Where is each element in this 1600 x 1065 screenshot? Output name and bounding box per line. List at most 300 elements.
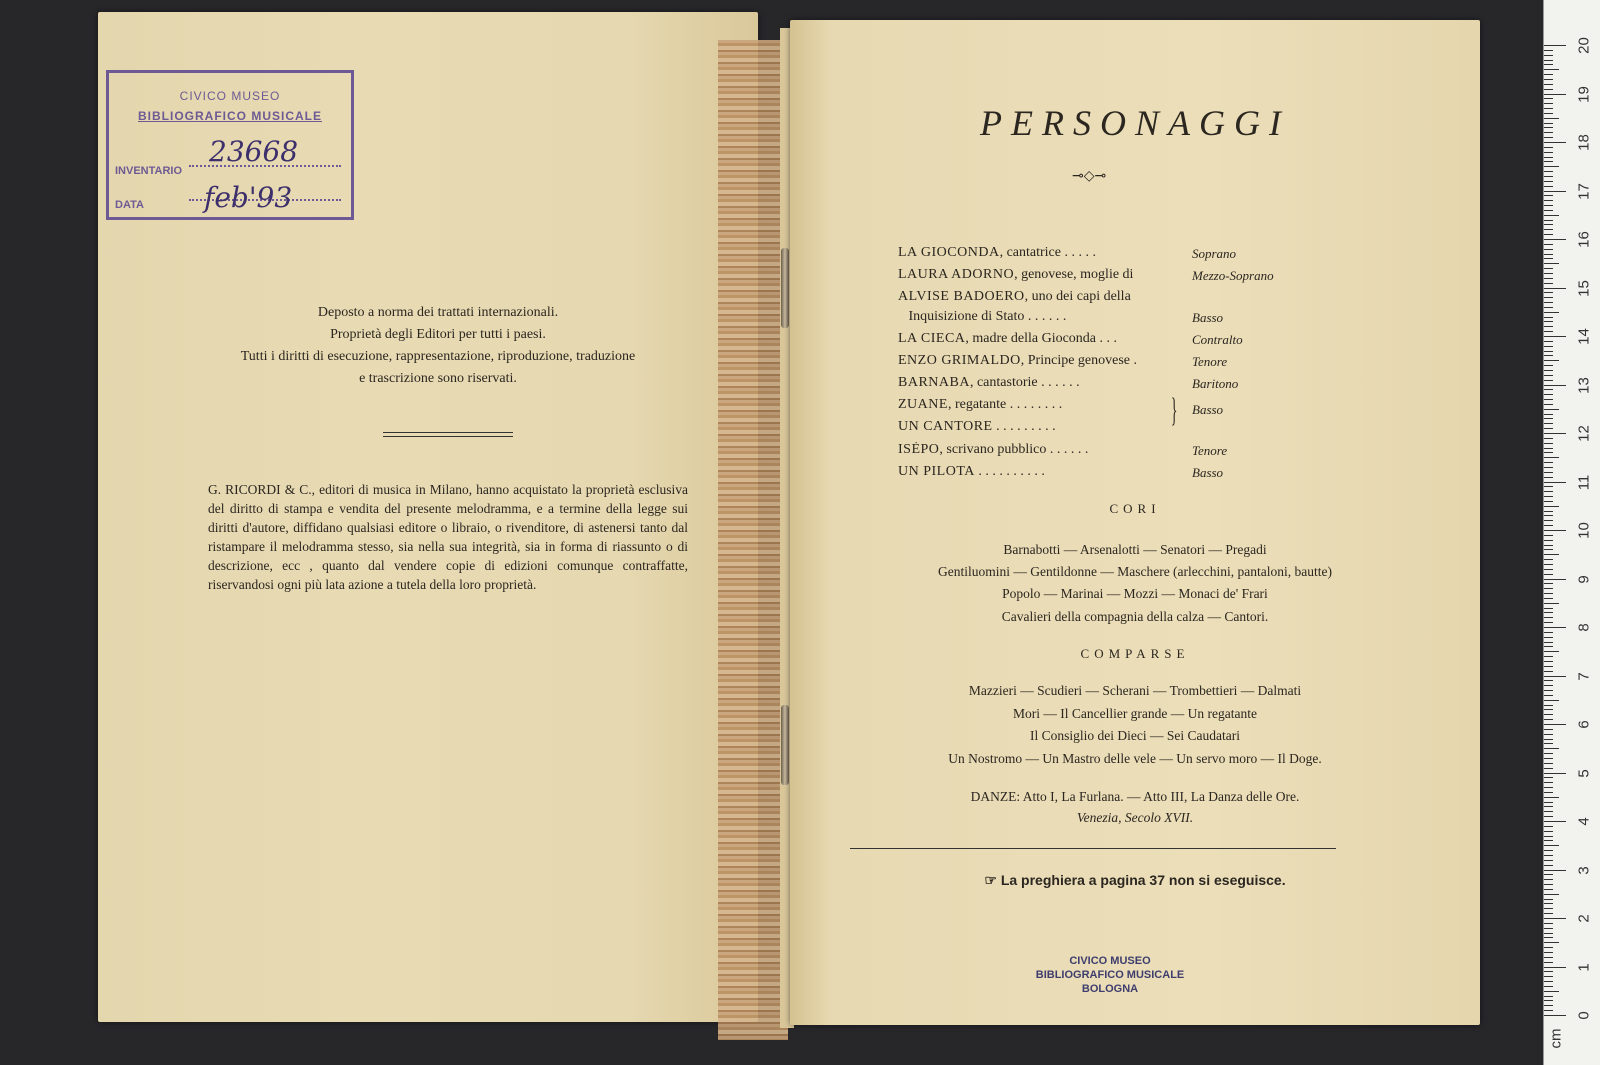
role-description: , genovese, moglie di: [1014, 267, 1134, 282]
ruler-tick: [1544, 593, 1553, 594]
measurement-ruler: [1543, 0, 1600, 1065]
role-name: UN CANTORE: [898, 419, 993, 434]
ruler-tick: [1544, 525, 1553, 526]
role-name: ISÈPO: [898, 442, 940, 457]
ruler-tick: [1544, 321, 1553, 322]
role-description: , Principe genovese .: [1020, 353, 1138, 368]
ruler-tick: [1544, 258, 1553, 259]
ruler-tick: [1544, 1015, 1566, 1016]
ruler-tick: [1544, 472, 1553, 473]
ruler-tick: [1544, 802, 1553, 803]
ruler-tick: [1544, 1010, 1553, 1011]
role-voice: Basso: [1192, 465, 1224, 480]
page-title: PERSONAGGI: [980, 103, 1290, 143]
ruler-tick: [1544, 821, 1566, 822]
ruler-tick: [1544, 782, 1553, 783]
ruler-tick: [1544, 1005, 1553, 1006]
ruler-tick: [1544, 428, 1553, 429]
ruler-tick: [1544, 307, 1553, 308]
ruler-tick: [1544, 64, 1553, 65]
ruler-tick: [1544, 967, 1566, 968]
cast-role: [898, 397, 1168, 413]
ruler-tick: [1544, 467, 1553, 468]
ruler-tick: [1544, 734, 1553, 735]
ruler-tick: [1544, 166, 1559, 167]
ruler-tick: [1544, 976, 1553, 977]
ruler-tick: [1544, 501, 1553, 502]
ruler-tick: [1544, 923, 1553, 924]
ruler-tick: [1544, 399, 1553, 400]
role-voice: Basso: [1192, 310, 1224, 325]
ruler-tick: [1544, 865, 1553, 866]
role-description: . . . . . . . . .: [992, 419, 1056, 434]
book-spine: [718, 40, 788, 1040]
ruler-tick: [1544, 283, 1553, 284]
stamp-line-1: CIVICO MUSEO: [179, 89, 281, 103]
ruler-number: 4: [1575, 817, 1593, 826]
ruler-tick: [1544, 627, 1566, 628]
ruler-tick: [1544, 845, 1559, 846]
ruler-tick: [1544, 336, 1566, 337]
ruler-tick: [1544, 753, 1553, 754]
ruler-tick: [1544, 957, 1553, 958]
ruler-tick: [1544, 947, 1553, 948]
ruler-tick: [1544, 443, 1553, 444]
legal-line: Tutti i diritti di esecuzione, rappresentazione, riproduzione, traduzione: [240, 349, 636, 364]
cast-role: [898, 267, 1168, 283]
role-description: , cantatrice . . . . .: [999, 245, 1096, 260]
ruler-tick: [1544, 147, 1553, 148]
inventario-label: INVENTARIO: [115, 165, 183, 177]
ruler-tick: [1544, 55, 1553, 56]
ruler-tick: [1544, 152, 1553, 153]
ruler-number: 6: [1575, 720, 1593, 729]
ruler-tick: [1544, 482, 1566, 483]
ruler-tick: [1544, 811, 1553, 812]
role-name: LA GIOCONDA: [898, 245, 1000, 260]
ruler-tick: [1544, 254, 1553, 255]
ruler-number: 12: [1575, 425, 1593, 442]
role-voice: Tenore: [1192, 443, 1228, 458]
role-name: ENZO GRIMALDO: [898, 353, 1021, 368]
ruler-tick: [1544, 661, 1553, 662]
comparse-line: Mori — Il Cancellier grande — Un regatante: [1012, 706, 1258, 721]
role-description: , regatante . . . . . . . .: [947, 397, 1063, 412]
ruler-tick: [1544, 385, 1566, 386]
ruler-number: 14: [1575, 328, 1593, 345]
ruler-number: 19: [1575, 85, 1593, 103]
ruler-tick: [1544, 666, 1553, 667]
legal-notice: [198, 302, 678, 390]
ruler-tick: [1544, 656, 1553, 657]
ruler-tick: [1544, 714, 1553, 715]
ruler-number: 18: [1575, 134, 1593, 151]
ruler-tick: [1544, 695, 1553, 696]
ruler-number: 2: [1575, 914, 1593, 923]
role-description: , cantastorie . . . . . .: [969, 375, 1080, 390]
ricordi-lead: G. RICORDI & C.,: [208, 482, 316, 497]
ruler-tick: [1544, 777, 1553, 778]
ruler-tick: [1544, 234, 1553, 235]
ruler-tick: [1544, 806, 1553, 807]
ruler-number: 13: [1575, 376, 1593, 394]
cast-role: [898, 289, 1168, 305]
ruler-tick: [1544, 928, 1553, 929]
pointing-hand-icon: ☞: [984, 872, 1001, 888]
ruler-tick: [1544, 758, 1553, 759]
ruler-tick: [1544, 127, 1553, 128]
ruler-tick: [1544, 462, 1553, 463]
ruler-tick: [1544, 515, 1553, 516]
ruler-tick: [1544, 1000, 1553, 1001]
divider-rule: [850, 848, 1336, 849]
cast-role: [898, 375, 1168, 391]
ruler-number: 11: [1575, 474, 1593, 490]
ruler-tick: [1544, 598, 1553, 599]
ruler-tick: [1544, 588, 1553, 589]
comparse-heading: COMPARSE: [1080, 646, 1190, 661]
ruler-tick: [1544, 894, 1559, 895]
ruler-tick: [1544, 836, 1553, 837]
ruler-tick: [1544, 826, 1553, 827]
ruler-tick: [1544, 297, 1553, 298]
ruler-tick: [1544, 787, 1553, 788]
right-page: [790, 20, 1480, 1025]
role-name: LA CIECA: [898, 331, 966, 346]
ruler-tick: [1544, 370, 1553, 371]
ruler-tick: [1544, 380, 1553, 381]
ruler-tick: [1544, 535, 1553, 536]
ruler-number: 15: [1575, 279, 1593, 297]
ruler-tick: [1544, 418, 1553, 419]
preghiera-note: [790, 872, 1480, 889]
ruler-tick: [1544, 351, 1553, 352]
ruler-tick: [1544, 210, 1553, 211]
role-name: ALVISE BADOERO: [898, 289, 1025, 304]
comparse-line: Il Consiglio dei Dieci — Sei Caudatari: [1030, 728, 1240, 743]
stamp-line: CIVICO MUSEO: [1069, 955, 1151, 967]
data-label: DATA: [115, 199, 144, 211]
ornament-icon: ⊸◇⊸: [1072, 169, 1107, 184]
role-name: BARNABA: [898, 375, 970, 390]
role-description: . . . . . . . . . .: [974, 464, 1045, 479]
museum-stamp: [1035, 954, 1185, 996]
role-voice: Contralto: [1192, 332, 1243, 347]
ruler-tick: [1544, 918, 1566, 919]
ruler-tick: [1544, 646, 1553, 647]
ruler-tick: [1544, 773, 1566, 774]
ruler-tick: [1544, 942, 1559, 943]
ruler-tick: [1544, 612, 1553, 613]
ruler-tick: [1544, 98, 1553, 99]
ruler-tick: [1544, 195, 1553, 196]
ruler-unit: cm: [1547, 1028, 1565, 1049]
ruler-tick: [1544, 860, 1553, 861]
ruler-tick: [1544, 249, 1553, 250]
ruler-tick: [1544, 239, 1566, 240]
ruler-tick: [1544, 477, 1553, 478]
ruler-tick: [1544, 491, 1553, 492]
ruler-tick: [1544, 991, 1559, 992]
cori-line: Barnabotti — Arsenalotti — Senatori — Pregadi: [1003, 542, 1267, 557]
cast-role: [898, 442, 1168, 458]
ruler-tick: [1544, 486, 1553, 487]
role-name: ZUANE: [898, 397, 948, 412]
ruler-tick: [1544, 142, 1566, 143]
ruler-tick: [1544, 288, 1566, 289]
ruler-tick: [1544, 94, 1566, 95]
role-description: , madre della Gioconda . . .: [965, 331, 1118, 346]
ruler-tick: [1544, 617, 1553, 618]
ruler-tick: [1544, 438, 1553, 439]
role-voice: Soprano: [1192, 246, 1237, 261]
ruler-tick: [1544, 84, 1553, 85]
ruler-tick: [1544, 292, 1553, 293]
ruler-tick: [1544, 433, 1566, 434]
ruler-tick: [1544, 74, 1553, 75]
ruler-tick: [1544, 913, 1553, 914]
legal-line: e trascrizione sono riservati.: [359, 371, 517, 386]
ruler-tick: [1544, 45, 1566, 46]
ruler-tick: [1544, 157, 1553, 158]
ruler-tick: [1544, 540, 1553, 541]
ruler-tick: [1544, 302, 1553, 303]
ruler-tick: [1544, 423, 1553, 424]
staple-bottom: [781, 705, 789, 785]
ruler-tick: [1544, 69, 1559, 70]
stamp-line: BIBLIOGRAFICO MUSICALE: [1035, 969, 1185, 981]
brace-icon: }: [1170, 392, 1178, 429]
role-voice: Mezzo-Soprano: [1192, 268, 1274, 283]
ruler-tick: [1544, 409, 1559, 410]
cast-role: [898, 353, 1168, 369]
ruler-tick: [1544, 278, 1553, 279]
ruler-tick: [1544, 840, 1553, 841]
ruler-tick: [1544, 729, 1553, 730]
role-description: Inquisizione di Stato . . . . . .: [898, 309, 1067, 324]
ruler-tick: [1544, 743, 1553, 744]
ruler-tick: [1544, 574, 1553, 575]
ruler-tick: [1544, 312, 1559, 313]
ruler-tick: [1544, 564, 1553, 565]
ruler-tick: [1544, 355, 1553, 356]
ruler-tick: [1544, 549, 1553, 550]
cast-role: [898, 419, 1168, 435]
cast-role: [898, 331, 1168, 347]
ruler-tick: [1544, 719, 1553, 720]
ruler-tick: [1544, 884, 1553, 885]
ruler-tick: [1544, 224, 1553, 225]
ruler-tick: [1544, 137, 1553, 138]
ruler-tick: [1544, 680, 1553, 681]
role-voice: Baritono: [1192, 376, 1239, 391]
ruler-number: 3: [1575, 865, 1593, 875]
ruler-number: 16: [1575, 231, 1593, 248]
ruler-tick: [1544, 651, 1559, 652]
cast-role: [898, 464, 1168, 480]
danze-line: DANZE: Atto I, La Furlana. — Atto III, La Danza delle Ore.: [970, 789, 1300, 804]
ruler-number: 20: [1575, 37, 1593, 54]
ruler-tick: [1544, 530, 1566, 531]
ruler-tick: [1544, 889, 1553, 890]
ruler-tick: [1544, 899, 1553, 900]
cori-line: Cavalieri della compagnia della calza — Cantori.: [1001, 609, 1269, 624]
ruler-tick: [1544, 874, 1553, 875]
ruler-tick: [1544, 996, 1553, 997]
museum-inventory-stamp: [106, 70, 354, 220]
stamp-line: BOLOGNA: [1081, 983, 1139, 995]
ruler-tick: [1544, 739, 1553, 740]
ruler-tick: [1544, 186, 1553, 187]
ruler-tick: [1544, 263, 1559, 264]
ruler-tick: [1544, 448, 1553, 449]
ruler-tick: [1544, 404, 1553, 405]
ruler-tick: [1544, 700, 1559, 701]
ruler-tick: [1544, 457, 1559, 458]
divider-rule: [383, 432, 513, 437]
left-page: [98, 12, 758, 1022]
ruler-tick: [1544, 60, 1553, 61]
preghiera-text: La preghiera a pagina 37 non si eseguisce.: [1000, 872, 1286, 888]
ruler-tick: [1544, 933, 1553, 934]
role-description: , scrivano pubblico . . . . . .: [939, 442, 1089, 457]
ruler-tick: [1544, 792, 1553, 793]
role-name: LAURA ADORNO: [898, 267, 1015, 282]
ruler-tick: [1544, 763, 1553, 764]
ruler-tick: [1544, 326, 1553, 327]
ruler-tick: [1544, 690, 1553, 691]
ruler-tick: [1544, 191, 1566, 192]
ruler-tick: [1544, 705, 1553, 706]
setting-line: Venezia, Secolo XVII.: [1076, 810, 1194, 825]
ruler-tick: [1544, 200, 1553, 201]
role-voice: Tenore: [1192, 354, 1228, 369]
ruler-tick: [1544, 103, 1553, 104]
ruler-tick: [1544, 903, 1553, 904]
staple-top: [781, 248, 789, 328]
ruler-tick: [1544, 622, 1553, 623]
ruler-tick: [1544, 331, 1553, 332]
role-description: , uno dei capi della: [1024, 289, 1131, 304]
ruler-tick: [1544, 569, 1553, 570]
ruler-number: 0: [1575, 1011, 1593, 1020]
ruler-number: 7: [1575, 671, 1593, 681]
ruler-tick: [1544, 268, 1553, 269]
ruler-tick: [1544, 365, 1553, 366]
ruler-tick: [1544, 962, 1553, 963]
legal-line: Deposto a norma dei trattati internazionali.: [317, 305, 559, 320]
ruler-tick: [1544, 215, 1559, 216]
ruler-tick: [1544, 685, 1553, 686]
ruler-tick: [1544, 879, 1553, 880]
ruler-tick: [1544, 520, 1553, 521]
ruler-tick: [1544, 389, 1553, 390]
ruler-tick: [1544, 870, 1566, 871]
ruler-tick: [1544, 937, 1553, 938]
ruler-tick: [1544, 181, 1553, 182]
ruler-number: 5: [1575, 768, 1593, 778]
ruler-tick: [1544, 545, 1553, 546]
cori-line: Gentiluomini — Gentildonne — Maschere (arlecchini, pantaloni, bautte): [937, 564, 1332, 579]
ruler-tick: [1544, 108, 1553, 109]
ricordi-notice: [208, 480, 688, 594]
ruler-tick: [1544, 583, 1553, 584]
ruler-tick: [1544, 908, 1553, 909]
ruler-tick: [1544, 123, 1553, 124]
ruler-tick: [1544, 273, 1553, 274]
ruler-tick: [1544, 176, 1553, 177]
ruler-tick: [1544, 244, 1553, 245]
ruler-tick: [1544, 986, 1553, 987]
ruler-tick: [1544, 850, 1553, 851]
ruler-tick: [1544, 637, 1553, 638]
ruler-number: 1: [1575, 962, 1593, 972]
ruler-tick: [1544, 971, 1553, 972]
ruler-tick: [1544, 220, 1553, 221]
comparse-line: Mazzieri — Scudieri — Scherani — Trombettieri — Dalmati: [968, 683, 1302, 698]
ruler-tick: [1544, 768, 1553, 769]
ruler-number: 8: [1575, 623, 1593, 632]
ruler-tick: [1544, 816, 1553, 817]
cori-line: Popolo — Marinai — Mozzi — Monaci de' Frari: [1002, 586, 1268, 601]
cori-heading: CORI: [1109, 501, 1161, 516]
ruler-tick: [1544, 113, 1553, 114]
ruler-tick: [1544, 709, 1553, 710]
ruler-tick: [1544, 452, 1553, 453]
ruler-tick: [1544, 831, 1553, 832]
data-value: feb'93: [204, 181, 293, 214]
ruler-tick: [1544, 375, 1553, 376]
ruler-number: 9: [1575, 574, 1593, 584]
ruler-tick: [1544, 608, 1553, 609]
ruler-tick: [1544, 676, 1566, 677]
ricordi-text: editori di musica in Milano, hanno acquistato la proprietà esclusiva del diritto di stampa e vendita del presente melodramma, e a termine della legge sui diritti d'autore, diffidano qualsiasi editore o libraio, o rivenditore, di astenersi tanto dal ristampare il melodramma stesso, sia nella sua integrità, sia in forma di riassunto o di descrizione, ecc , quanto dal vendere copie di edizioni comunque contraffatte, riservandosi ogni più lata azione a tutela della loro proprietà.: [208, 482, 689, 592]
ruler-tick: [1544, 360, 1559, 361]
cast-role: [898, 245, 1168, 261]
ruler-tick: [1544, 632, 1553, 633]
ruler-tick: [1544, 317, 1553, 318]
ruler-tick: [1544, 797, 1559, 798]
ruler-tick: [1544, 506, 1559, 507]
ruler-tick: [1544, 89, 1553, 90]
ruler-tick: [1544, 79, 1553, 80]
cast-role: [898, 309, 1168, 325]
comparse-line: Un Nostromo — Un Mastro delle vele — Un servo moro — Il Doge.: [948, 751, 1322, 766]
ruler-tick: [1544, 171, 1553, 172]
ruler-tick: [1544, 603, 1559, 604]
ruler-tick: [1544, 132, 1553, 133]
legal-line: Proprietà degli Editori per tutti i paesi.: [330, 327, 546, 342]
ruler-tick: [1544, 952, 1553, 953]
ruler-tick: [1544, 748, 1559, 749]
ruler-tick: [1544, 205, 1553, 206]
ruler-tick: [1544, 50, 1553, 51]
ruler-tick: [1544, 559, 1553, 560]
ruler-number: 17: [1575, 182, 1593, 200]
ruler-tick: [1544, 346, 1553, 347]
stamp-line-2: BIBLIOGRAFICO MUSICALE: [138, 109, 322, 123]
ruler-number: 10: [1575, 522, 1593, 539]
ruler-tick: [1544, 642, 1553, 643]
ruler-tick: [1544, 118, 1559, 119]
ruler-tick: [1544, 554, 1559, 555]
inventario-value: 23668: [209, 135, 299, 168]
ruler-tick: [1544, 229, 1553, 230]
ruler-tick: [1544, 511, 1553, 512]
ruler-tick: [1544, 855, 1553, 856]
ruler-tick: [1544, 724, 1566, 725]
ruler-tick: [1544, 394, 1553, 395]
